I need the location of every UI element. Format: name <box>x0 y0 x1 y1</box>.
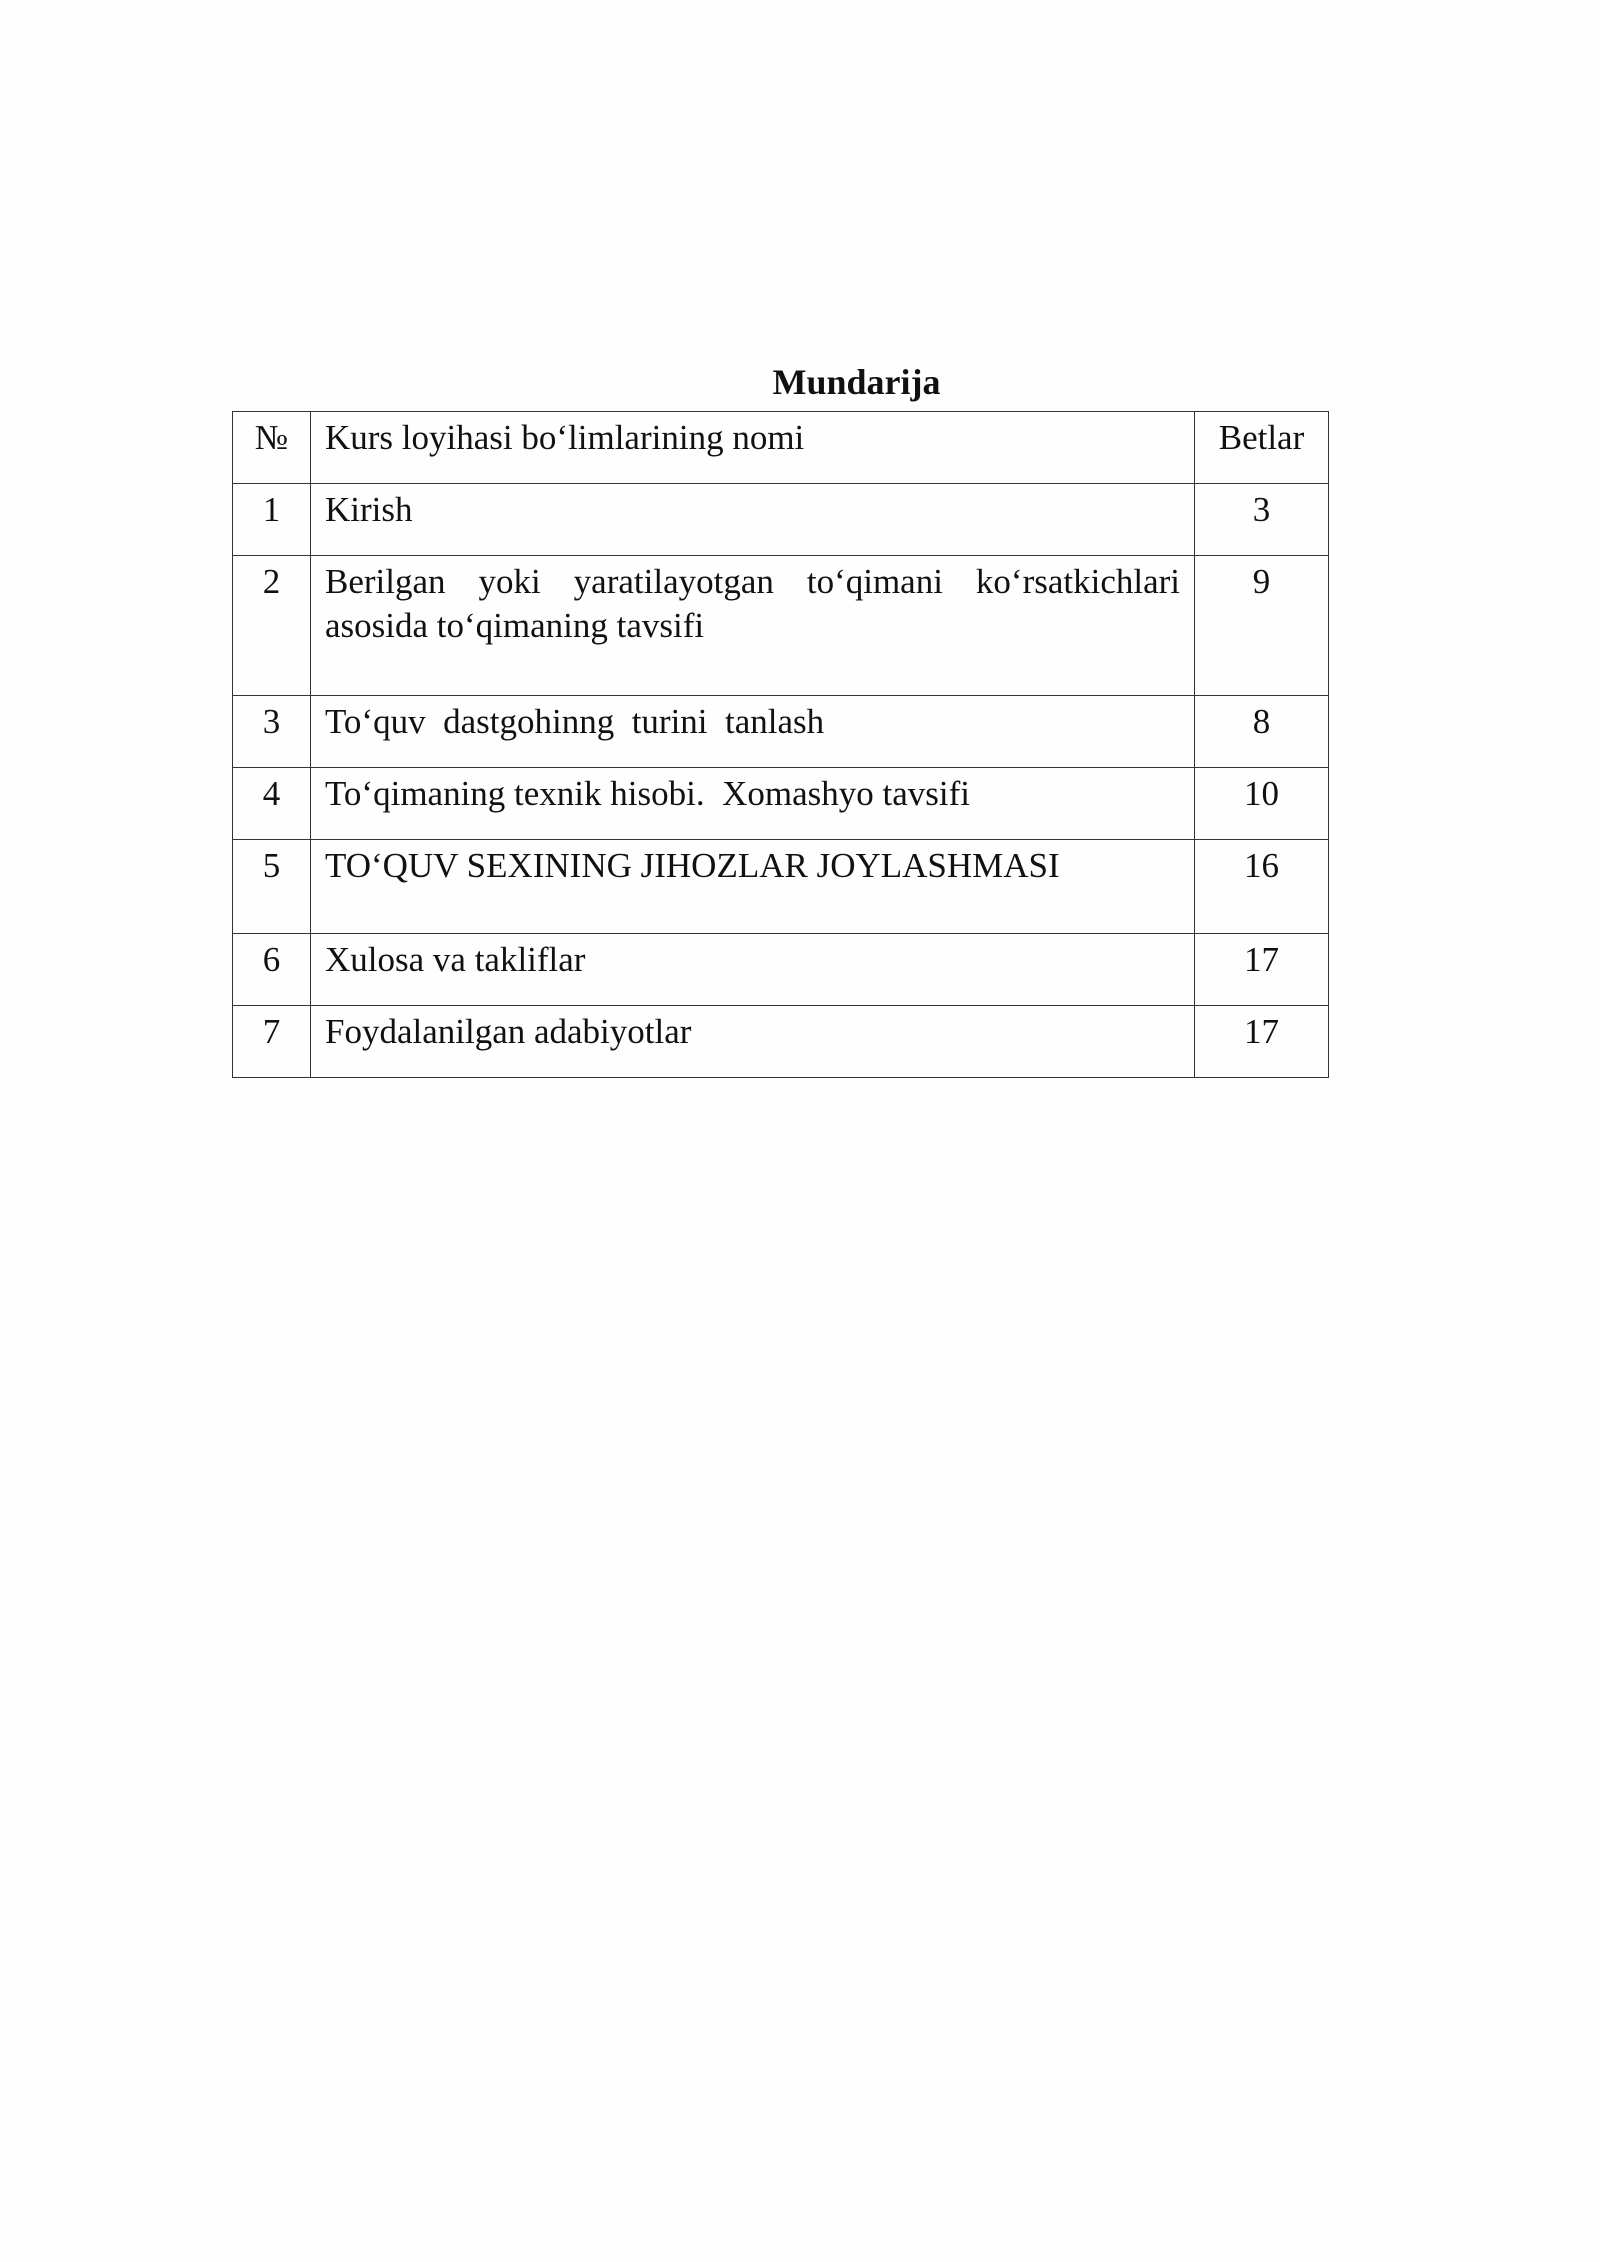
row-page: 9 <box>1195 556 1329 696</box>
row-number: 3 <box>233 696 311 768</box>
table-header-row <box>233 412 1329 484</box>
table-row <box>233 484 1329 556</box>
header-pages: Betlar <box>1195 412 1329 484</box>
page-title: Mundarija <box>772 362 941 402</box>
table-row <box>233 556 1329 696</box>
row-number: 1 <box>233 484 311 556</box>
row-section-name: Berilgan yoki yaratilayotgan to‘qimani ko‘rsatkichlari asosida to‘qimaning tavsifi <box>311 556 1195 696</box>
header-number: № <box>233 412 311 484</box>
row-number: 6 <box>233 934 311 1006</box>
table-of-contents <box>232 411 1329 1078</box>
table-row <box>233 768 1329 840</box>
row-section-name: TO‘QUV SEXINING JIHOZLAR JOYLASHMASI <box>311 840 1195 934</box>
row-section-name: To‘quv dastgohinng turini tanlash <box>311 696 1195 768</box>
table-row <box>233 840 1329 934</box>
table-row <box>233 934 1329 1006</box>
row-page: 10 <box>1195 768 1329 840</box>
header-section-name: Kurs loyihasi bo‘limlarining nomi <box>311 412 1195 484</box>
table-row <box>233 696 1329 768</box>
row-section-name: Foydalanilgan adabiyotlar <box>311 1006 1195 1078</box>
row-number: 5 <box>233 840 311 934</box>
row-page: 16 <box>1195 840 1329 934</box>
row-section-name: To‘qimaning texnik hisobi. Xomashyo tavsifi <box>311 768 1195 840</box>
row-section-name: Kirish <box>311 484 1195 556</box>
row-number: 2 <box>233 556 311 696</box>
row-page: 3 <box>1195 484 1329 556</box>
row-number: 7 <box>233 1006 311 1078</box>
row-page: 17 <box>1195 934 1329 1006</box>
table-row <box>233 1006 1329 1078</box>
row-number: 4 <box>233 768 311 840</box>
row-page: 8 <box>1195 696 1329 768</box>
row-section-name: Xulosa va takliflar <box>311 934 1195 1006</box>
row-page: 17 <box>1195 1006 1329 1078</box>
